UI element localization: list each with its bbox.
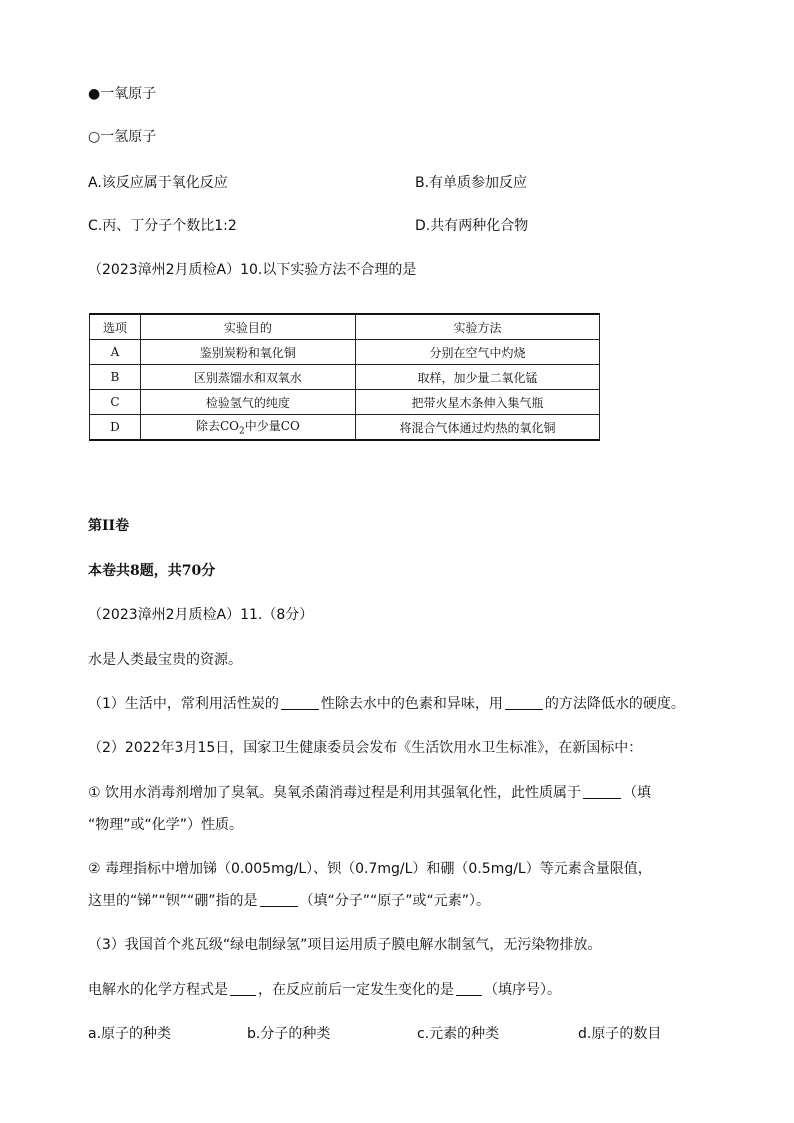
table-row <box>90 365 600 390</box>
part3-text-c: （填序号）。 <box>484 982 561 998</box>
q11-part2: （2）2022年3月15日，国家卫生健康委员会发布《生活饮用水卫生标准》，在新国标中： <box>88 740 643 756</box>
section-subtitle: 本卷共8题，共70分 <box>88 563 216 579</box>
q9-option-d: D.共有两种化合物 <box>415 218 529 234</box>
q11-part2-item2: ② 毒理指标中增加锑（0.005mg/L）、钡（0.7mg/L）和硼（0.5mg/L）等元素含量限值， <box>88 861 652 877</box>
legend-oxygen: ●一氧原子 <box>88 86 157 102</box>
part3-text-a: 电解水的化学方程式是 <box>88 982 228 998</box>
experiment-table <box>89 313 600 441</box>
q11-intro: 水是人类最宝贵的资源。 <box>88 652 242 668</box>
part1-text-b: 性除去水中的色素和异味，用 <box>320 696 503 712</box>
q11-header: （2023漳州2月质检A）11.（8分） <box>88 607 314 623</box>
table-row <box>90 415 600 441</box>
q11-part2-item1 <box>88 783 651 803</box>
q11-part3: （3）我国首个兆瓦级“绿电制绿氢”项目运用质子膜电解水制氢气，无污染物排放。 <box>88 937 602 953</box>
table-row <box>90 390 600 415</box>
q9-option-b: B.有单质参加反应 <box>415 175 528 191</box>
answer-blank[interactable] <box>456 981 482 996</box>
table-cell: A <box>90 340 141 365</box>
part1-text-a: （1）生活中，常利用活性炭的 <box>88 696 279 712</box>
q9-option-a: A.该反应属于氧化反应 <box>88 175 228 191</box>
co2-formula-cell: 除去$CO_2$中少量CO <box>195 419 300 437</box>
table-cell <box>140 415 355 441</box>
item1-text-b: （填 <box>623 785 651 801</box>
answer-blank[interactable] <box>260 892 298 907</box>
q11-option-c: c.元素的种类 <box>417 1026 500 1042</box>
answer-blank[interactable] <box>505 695 543 710</box>
q9-option-c: C.丙、丁分子个数比1:2 <box>88 218 237 234</box>
table-header-row <box>90 314 600 340</box>
item2-text-c: （填“分子”“原子”或“元素”）。 <box>299 893 491 909</box>
q11-part1 <box>88 694 685 714</box>
item1-text-c: “物理”或“化学”）性质。 <box>88 817 244 833</box>
table-header-cell: 选项 <box>90 314 141 340</box>
table-header-cell: 实验方法 <box>355 314 599 340</box>
q11-part2-item2-cont <box>88 891 490 911</box>
table-header-cell: 实验目的 <box>140 314 355 340</box>
table-cell: 取样，加少量二氧化锰 <box>355 365 599 390</box>
legend-hydrogen: ○一氢原子 <box>88 129 157 145</box>
table-cell: 鉴别炭粉和氧化铜 <box>140 340 355 365</box>
table-cell: 将混合气体通过灼热的氧化铜 <box>355 415 599 441</box>
table-cell: 分别在空气中灼烧 <box>355 340 599 365</box>
section-title: 第II卷 <box>88 518 130 534</box>
item1-text-a: ① 饮用水消毒剂增加了臭氧。臭氧杀菌消毒过程是利用其强氧化性，此性质属于 <box>88 785 581 801</box>
q11-part3-question <box>88 980 561 1000</box>
table-cell: D <box>90 415 141 441</box>
table-cell: C <box>90 390 141 415</box>
table-row <box>90 340 600 365</box>
table-cell: 区别蒸馏水和双氧水 <box>140 365 355 390</box>
answer-blank[interactable] <box>583 784 621 799</box>
table-cell: 检验氢气的纯度 <box>140 390 355 415</box>
q11-option-b: b.分子的种类 <box>247 1026 331 1042</box>
answer-blank[interactable] <box>230 981 256 996</box>
part1-text-c: 的方法降低水的硬度。 <box>544 696 685 712</box>
q11-option-a: a.原子的种类 <box>88 1026 172 1042</box>
table-cell: 把带火星木条伸入集气瓶 <box>355 390 599 415</box>
part3-text-b: ，在反应前后一定发生变化的是 <box>258 982 454 998</box>
q11-option-d: d.原子的数目 <box>578 1026 662 1042</box>
q10-stem: （2023漳州2月质检A）10.以下实验方法不合理的是 <box>88 262 417 278</box>
item2-text-b: 这里的“锑”“钡”“硼”指的是 <box>88 893 258 909</box>
table-cell: B <box>90 365 141 390</box>
answer-blank[interactable] <box>281 695 319 710</box>
